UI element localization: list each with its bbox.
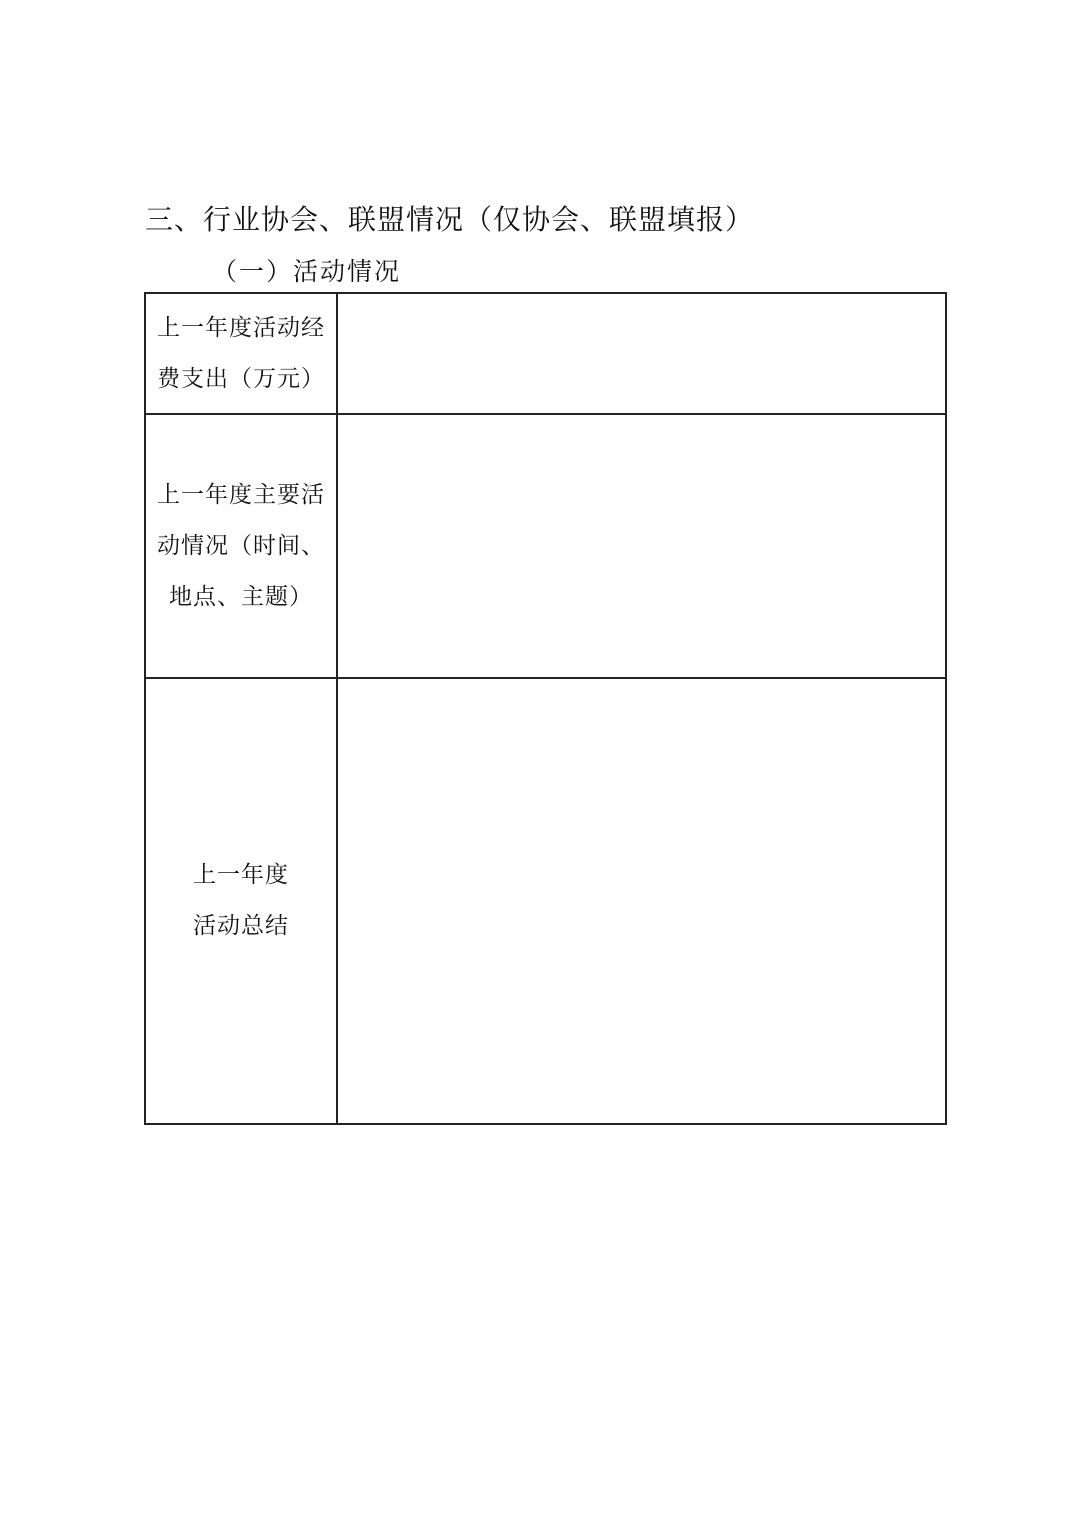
label-line: 活动总结 (193, 913, 289, 939)
label-line: 地点、主题） (169, 583, 313, 610)
subsection-title: （一）活动情况 (212, 257, 402, 286)
label-line: 上一年度活动经 (157, 314, 325, 341)
activity-summary-field[interactable] (337, 678, 946, 1124)
table-row-activity-expense (145, 293, 946, 414)
table-row-activity-summary (145, 678, 946, 1124)
label-line: 动情况（时间、 (157, 532, 325, 559)
activity-form-table (144, 292, 947, 1125)
label-cell-activity-expense (145, 293, 337, 414)
main-activities-field[interactable] (337, 414, 946, 678)
label-line: 费支出（万元） (157, 365, 325, 392)
section-title: 三、行业协会、联盟情况（仅协会、联盟填报） (145, 203, 755, 236)
activity-expense-field[interactable] (337, 293, 946, 414)
label-line: 上一年度主要活 (157, 481, 325, 508)
label-cell-activity-summary (145, 678, 337, 1124)
label-line: 上一年度 (193, 862, 289, 888)
label-cell-main-activities (145, 414, 337, 678)
table-row-main-activities (145, 414, 946, 678)
